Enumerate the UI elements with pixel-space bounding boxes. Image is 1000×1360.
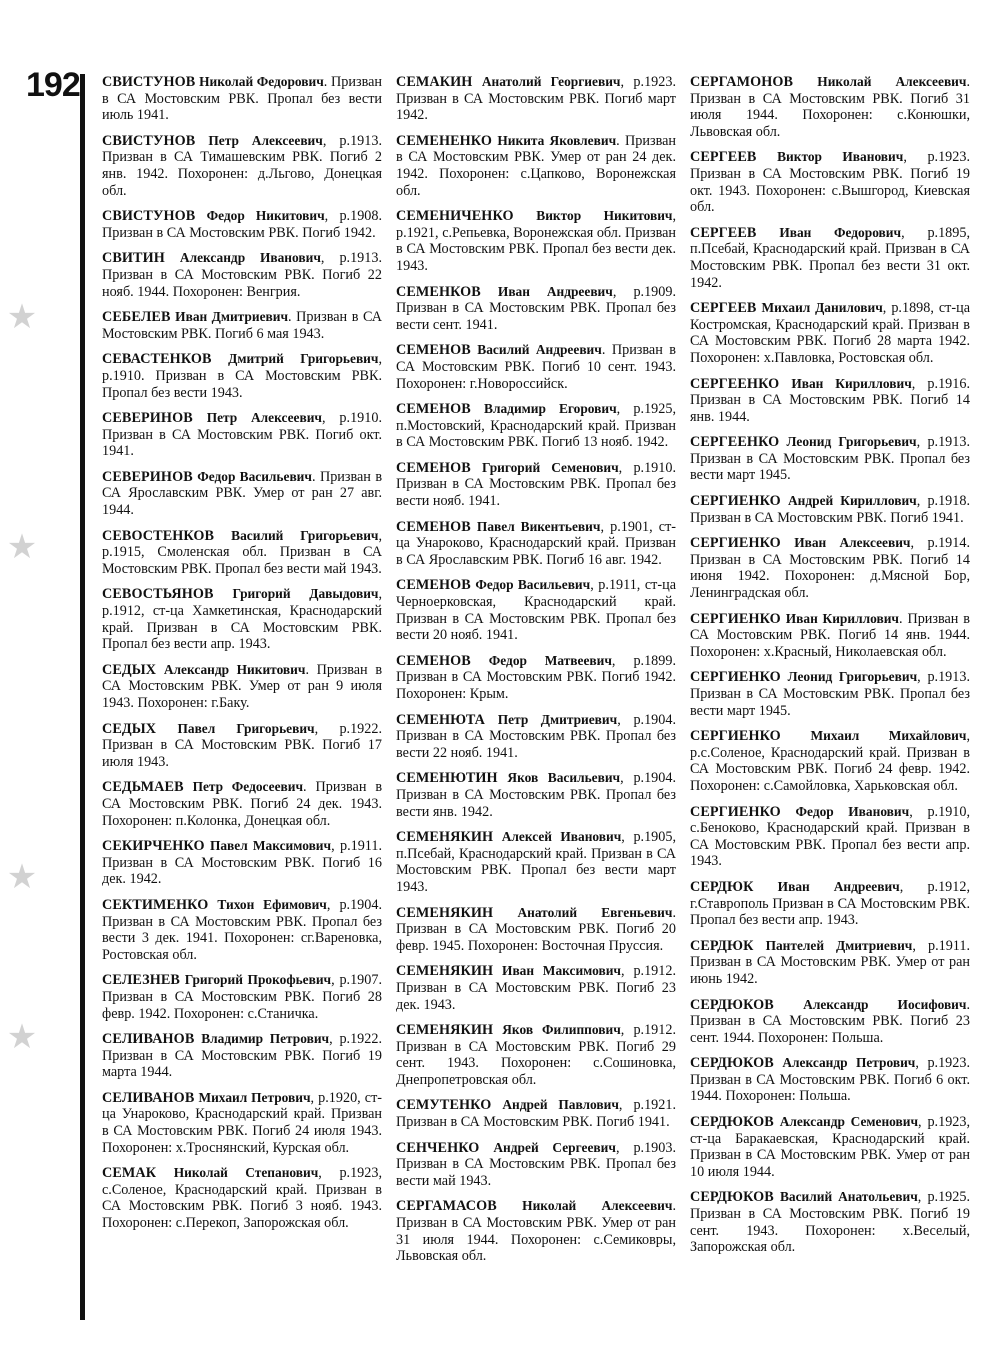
entry-surname: СЕРГИЕНКО: [690, 610, 781, 627]
entry-surname: СЕРГИЕНКО: [690, 728, 781, 745]
entry: [102, 897, 382, 963]
entry-surname: СЕМЕНОВ: [396, 342, 471, 359]
entry-details: , р.1911. Призван в СА Мостовским РВК. Погиб 16 дек. 1942.: [102, 838, 382, 888]
entry-surname: СЕМЕНОВ: [396, 518, 471, 535]
entry-details: , р.1912, ст-ца Хамкетинская, Краснодарский край. Призван в СА Мостовским РВК. Пропал без вести апр. 1943.: [102, 586, 382, 653]
watermark-star-icon: ★: [6, 529, 38, 566]
entry: [690, 804, 970, 870]
entry-details: . Призван в СА Ярославским РВК. Умер от ран 27 авг. 1944.: [102, 468, 382, 519]
entry-details: , р.1922. Призван в СА Мостовским РВК. Погиб 17 июля 1943.: [102, 720, 382, 770]
entry-surname: СЕМЕНЯКИН: [396, 1022, 494, 1039]
entry-details: , р.1923. Призван в СА Мостовским РВК. Погиб 19 окт. 1943. Похоронен: с.Вышгород, Киевская обл.: [690, 149, 970, 216]
entry-details: , р.1910, с.Беноково, Краснодарский край. Призван в СА Мостовским РВК. Пропал без вести апр. 1943.: [690, 803, 970, 870]
entry-surname: СЕМЕНОВ: [396, 401, 471, 418]
entry-surname: СЕЛИВАНОВ: [102, 1031, 195, 1048]
entry-details: . Призван в СА Мостовским РВК. Погиб 31 июля 1944. Похоронен: с.Конюшки, Львовская обл.: [690, 74, 970, 140]
entry-surname: СЕМЕНОВ: [396, 652, 471, 669]
entry-given-names: Иван Дмитриевич: [175, 309, 289, 325]
entry: [396, 577, 676, 643]
entry-surname: СЕНЧЕНКО: [396, 1139, 480, 1156]
entry-details: , р.1910. Призван в СА Мостовским РВК. Пропал без вести нояб. 1941.: [396, 459, 676, 510]
entry-given-names: Александр Иванович: [179, 250, 321, 266]
entry-details: , р.1907. Призван в СА Мостовским РВК. Погиб 28 февр. 1942. Похоронен: с.Станичка.: [102, 972, 382, 1022]
entry-given-names: Дмитрий Григорьевич: [228, 351, 379, 367]
entry: [102, 972, 382, 1022]
entry: [102, 74, 382, 124]
entry-given-names: Николай Алексеевич: [522, 1198, 673, 1214]
entry-given-names: Яков Филиппович: [502, 1022, 621, 1038]
entry-surname: СЕРГИЕНКО: [690, 803, 781, 820]
entry: [690, 434, 970, 484]
column-3: [690, 74, 970, 1324]
entry-surname: СЕДЫХ: [102, 661, 157, 678]
entry-details: , р.1922. Призван в СА Мостовским РВК. Погиб 19 марта 1944.: [102, 1031, 382, 1081]
entry-given-names: Алексей Иванович: [501, 829, 622, 845]
entry-given-names: Тихон Ефимович: [217, 896, 327, 912]
entry-given-names: Иван Андреевич: [777, 878, 900, 894]
entry-details: . Призван в СА Мостовским РВК. Умер от ран 24 дек. 1942. Похоронен: с.Цапково, Воронежская обл.: [396, 132, 676, 199]
entries-columns: [102, 74, 970, 1324]
entry-surname: СЕМЕНЯКИН: [396, 904, 494, 921]
entry-details: . Призван в СА Мостовским РВК. Погиб 10 сент. 1943. Похоронен: г.Новороссийск.: [396, 342, 676, 392]
entry-details: , р.1925. Призван в СА Мостовским РВК. Погиб 19 сент. 1943. Похоронен: х.Веселый, Запорожская обл.: [690, 1189, 970, 1256]
entry: [396, 133, 676, 199]
entry-surname: СВИТИН: [102, 250, 165, 267]
entry-given-names: Пантелей Дмитриевич: [765, 937, 913, 953]
entry-surname: СЕРГИЕНКО: [690, 493, 781, 510]
entry-given-names: Иван Федорович: [779, 224, 902, 240]
entry-given-names: Григорий Семенович: [482, 459, 619, 475]
entry-surname: СЕРГЕЕНКО: [690, 434, 780, 451]
entry-details: , р.1899. Призван в СА Мостовским РВК. Погиб 1942. Похоронен: Крым.: [396, 652, 676, 702]
entry-given-names: Николай Алексеевич: [817, 74, 967, 89]
entry-details: , р.1920, ст-ца Унароково, Краснодарский край. Призван в СА Мостовским РВК. Погиб 24 июля 1943. Похоронен: х.Троснянский, Курская обл.: [102, 1089, 382, 1156]
entry-given-names: Иван Алексеевич: [794, 535, 911, 551]
entry: [690, 149, 970, 215]
entry-given-names: Леонид Григорьевич: [787, 669, 918, 685]
entry-given-names: Василий Анатольевич: [779, 1189, 918, 1205]
entry-given-names: Иван Кириллович: [785, 610, 899, 626]
column-2: [396, 74, 676, 1324]
entry-details: , р.1912, г.Ставрополь Призван в СА Мостовским РВК. Пропал без вести апр. 1943.: [690, 878, 970, 929]
entry-given-names: Петр Дмитриевич: [497, 711, 618, 727]
entry-surname: СЕРДЮКОВ: [690, 1055, 774, 1072]
entry: [102, 208, 382, 241]
entry-details: , р.1904. Призван в СА Мостовским РВК. Пропал без вести 22 нояб. 1941.: [396, 711, 676, 761]
entry-details: , р.1923, ст-ца Баракаевская, Краснодарский край. Призван в СА Мостовским РВК. Умер от ран 10 июля 1944.: [690, 1114, 970, 1180]
entry-surname: СЕРДЮКОВ: [690, 996, 774, 1013]
entry-given-names: Иван Андреевич: [497, 283, 613, 299]
entry-details: , р.1898, ст-ца Костромская, Краснодарский край. Призван в СА Мостовским РВК. Погиб 28 марта 1942. Похоронен: х.Павловка, Ростовская обл.: [690, 300, 970, 366]
entry: [396, 1022, 676, 1088]
entry-surname: СЕРДЮК: [690, 937, 754, 954]
entry-surname: СЕКИРЧЕНКО: [102, 838, 205, 855]
entry: [690, 535, 970, 601]
entry-details: , р.1911, ст-ца Черноерковская, Краснодарский край. Призван в СА Мостовским РВК. Пропал без вести 20 нояб. 1941.: [396, 577, 676, 644]
entry: [396, 770, 676, 820]
watermark-star-icon: ★: [6, 1019, 38, 1056]
entry: [396, 342, 676, 392]
entry-given-names: Анатолий Евгеньевич: [517, 904, 673, 920]
entry: [690, 1114, 970, 1180]
entry-details: , р.1918. Призван в СА Мостовским РВК. Погиб 1941.: [690, 493, 970, 526]
entry-surname: СЕРГЕЕВ: [690, 149, 757, 166]
entry: [690, 1189, 970, 1255]
entry: [102, 309, 382, 342]
entry: [396, 208, 676, 274]
entry-surname: СЕМЕНЮТИН: [396, 770, 498, 787]
entry-given-names: Петр Алексеевич: [208, 132, 323, 148]
entry: [102, 250, 382, 300]
entry: [102, 410, 382, 460]
entry-given-names: Иван Максимович: [502, 963, 621, 979]
entry-surname: СЕРГАМАСОВ: [396, 1198, 497, 1215]
entry: [396, 712, 676, 762]
entry-given-names: Павел Викентьевич: [476, 518, 601, 534]
entry-details: , р.1904. Призван в СА Мостовским РВК. Пропал без вести 3 дек. 1941. Похоронен: сг.Вареновка, Ростовская обл.: [102, 896, 382, 963]
entry-details: , р.1913. Призван в СА Мостовским РВК. Пропал без вести март 1945.: [690, 669, 970, 719]
entry-given-names: Андрей Кириллович: [788, 493, 917, 509]
entry: [396, 519, 676, 569]
entry-given-names: Василий Григорьевич: [231, 527, 379, 543]
entry-details: , р.1921, с.Репьевка, Воронежская обл. Призван в СА Мостовским РВК. Пропал без вести дек. 1943.: [396, 208, 676, 274]
entry-given-names: Александр Иосифович: [803, 996, 967, 1012]
entry-details: . Призван в СА Мостовским РВК. Погиб 20 февр. 1945. Похоронен: Восточная Пруссия.: [396, 904, 676, 954]
entry-details: , р.1904. Призван в СА Мостовским РВК. Пропал без вести янв. 1942.: [396, 770, 676, 820]
entry-surname: СЕРГЕЕВ: [690, 300, 757, 317]
entry: [102, 721, 382, 771]
entry-surname: СЕВОСТЬЯНОВ: [102, 586, 214, 603]
entry-details: , р.1895, п.Псебай, Краснодарский край. Призван в СА Мостовским РВК. Пропал без вести 31 окт. 1942.: [690, 224, 970, 291]
entry-surname: СЕМЕНЮТА: [396, 711, 486, 728]
entry-given-names: Яков Васильевич: [507, 770, 621, 786]
entry-given-names: Николай Федорович: [199, 74, 324, 89]
entry-surname: СЕРДЮК: [690, 878, 754, 895]
entry: [396, 963, 676, 1013]
entry: [396, 829, 676, 895]
entry-surname: СЕМЕНЯКИН: [396, 963, 494, 980]
entry-surname: СЕВЕРИНОВ: [102, 468, 193, 485]
entry: [102, 351, 382, 401]
page-number: 192: [26, 66, 80, 104]
entry: [396, 905, 676, 955]
entry: [690, 300, 970, 366]
entry: [690, 74, 970, 140]
entry-details: . Призван в СА Мостовским РВК. Умер от ран 31 июля 1944. Похоронен: с.Семиковры, Львовская обл.: [396, 1198, 676, 1265]
entry: [690, 225, 970, 291]
entry-details: , р.1915, Смоленская обл. Призван в СА Мостовским РВК. Пропал без вести май 1943.: [102, 527, 382, 577]
entry-details: . Призван в СА Мостовским РВК. Пропал без вести июль 1941.: [102, 74, 382, 124]
entry-surname: СЕВЕРИНОВ: [102, 410, 193, 427]
entry: [102, 586, 382, 652]
entry: [102, 838, 382, 888]
entry-surname: СЕМЕНИЧЕНКО: [396, 208, 514, 225]
entry-details: . Призван в СА Мостовским РВК. Погиб 14 янв. 1944. Похоронен: х.Красный, Николаевская обл.: [690, 610, 970, 660]
entry-surname: СЕДЬМАЕВ: [102, 779, 184, 796]
entry-surname: СЕБЕЛЕВ: [102, 309, 171, 326]
entry: [396, 284, 676, 334]
entry: [690, 669, 970, 719]
entry-given-names: Никита Яковлевич: [497, 132, 617, 148]
entry-given-names: Михаил Данилович: [761, 300, 883, 316]
entry-given-names: Михаил Петрович: [198, 1089, 311, 1105]
entry-surname: СЕДЫХ: [102, 720, 157, 737]
entry-given-names: Андрей Павлович: [502, 1097, 619, 1113]
entry-details: , р.1908. Призван в СА Мостовским РВК. Погиб 1942.: [102, 208, 382, 241]
entry-given-names: Петр Алексеевич: [206, 410, 322, 426]
entry: [690, 879, 970, 929]
entry-given-names: Федор Васильевич: [197, 468, 312, 484]
entry: [690, 493, 970, 526]
entry: [102, 1090, 382, 1156]
entry-surname: СЕРДЮКОВ: [690, 1189, 774, 1206]
entry-details: , р.1913. Призван в СА Мостовским РВК. Пропал без вести март 1945.: [690, 434, 970, 484]
entry-surname: СЕМЕНОВ: [396, 459, 471, 476]
entry-surname: СЕМЕНЯКИН: [396, 829, 494, 846]
watermark-star-icon: ★: [6, 859, 38, 896]
entry-given-names: Владимир Петрович: [201, 1031, 330, 1047]
entry-given-names: Федор Никитович: [206, 208, 325, 224]
entry-details: , р.1910. Призван в СА Мостовским РВК. Погиб окт. 1941.: [102, 410, 382, 460]
watermark-star-icon: ★: [6, 299, 38, 336]
entry-details: . Призван в СА Мостовским РВК. Умер от ран 9 июля 1943. Похоронен: г.Баку.: [102, 661, 382, 711]
entry-given-names: Федор Васильевич: [475, 577, 591, 593]
entry: [102, 779, 382, 829]
entry-surname: СЕКТИМЕНКО: [102, 896, 209, 913]
entry-given-names: Федор Иванович: [795, 803, 910, 819]
entry-details: , р.1909. Призван в СА Мостовским РВК. Пропал без вести сент. 1941.: [396, 283, 676, 333]
entry-details: , р.1923. Призван в СА Мостовским РВК. Погиб март 1942.: [396, 74, 676, 124]
entry-given-names: Григорий Прокофьевич: [184, 972, 332, 988]
entry-given-names: Владимир Егорович: [484, 401, 617, 417]
entry-given-names: Виктор Иванович: [777, 149, 904, 165]
entry: [396, 74, 676, 124]
entry-given-names: Павел Максимович: [209, 838, 332, 854]
entry: [396, 1097, 676, 1130]
entry: [396, 401, 676, 451]
entry-details: , р.1905, п.Псебай, Краснодарский край. Призван в СА Мостовским РВК. Пропал без вести март 1943.: [396, 829, 676, 895]
entry-details: , р.1923. Призван в СА Мостовским РВК. Погиб 6 окт. 1944. Похоронен: Польша.: [690, 1055, 970, 1105]
column-1: [102, 74, 382, 1324]
entry-given-names: Леонид Григорьевич: [786, 434, 917, 450]
entry-given-names: Григорий Давыдович: [232, 586, 379, 602]
entry-given-names: Василий Андреевич: [477, 342, 602, 358]
entry-surname: СЕРДЮКОВ: [690, 1114, 774, 1131]
entry-given-names: Иван Кириллович: [791, 375, 912, 391]
entry-given-names: Александр Никитович: [163, 661, 306, 677]
entry-surname: СЕРГИЕНКО: [690, 669, 781, 686]
entry: [396, 653, 676, 703]
entry-details: , р.1912. Призван в СА Мостовским РВК. Погиб 23 дек. 1943.: [396, 963, 676, 1013]
entry: [102, 1165, 382, 1231]
entry-surname: СВИСТУНОВ: [102, 208, 196, 225]
entry-surname: СВИСТУНОВ: [102, 132, 196, 149]
entry-details: . Призван в СА Мостовским РВК. Погиб 24 дек. 1943. Похоронен: п.Колонка, Донецкая обл.: [102, 779, 382, 829]
entry-details: , р.1910. Призван в СА Мостовским РВК. Пропал без вести 1943.: [102, 351, 382, 401]
entry-given-names: Андрей Сергеевич: [493, 1139, 616, 1155]
entry-surname: СЕМУТЕНКО: [396, 1097, 492, 1114]
entry: [690, 376, 970, 426]
entry-details: , р.1914. Призван в СА Мостовским РВК. Погиб 14 июня 1942. Похоронен: д.Мясной Бор, Ленинградская обл.: [690, 535, 970, 602]
entry: [102, 662, 382, 712]
entry-given-names: Михаил Михайлович: [810, 728, 967, 744]
entry-surname: СЕМАКИН: [396, 74, 473, 90]
entry-given-names: Петр Федосеевич: [192, 779, 304, 795]
entry-details: , р.с.Соленое, Краснодарский край. Призван в СА Мостовским РВК. Погиб 24 февр. 1942. Похоронен: с.Самойловка, Харьковская обл.: [690, 728, 970, 794]
entry-surname: СЕЛИВАНОВ: [102, 1089, 195, 1106]
entry-surname: СЕМЕНОВ: [396, 577, 471, 594]
entry-surname: СЕМЕНЕНКО: [396, 132, 492, 149]
entry-surname: СЕМЕНКОВ: [396, 283, 481, 300]
entry-surname: СЕЛЕЗНЕВ: [102, 972, 180, 989]
entry-details: , р.1913. Призван в СА Мостовским РВК. Погиб 22 нояб. 1944. Похоронен: Венгрия.: [102, 250, 382, 300]
entry: [102, 528, 382, 578]
entry-surname: СЕРГИЕНКО: [690, 535, 781, 552]
entry: [690, 1055, 970, 1105]
entry-details: , р.1925, п.Мостовский, Краснодарский край. Призван в СА Мостовским РВК. Погиб 13 нояб. 1942.: [396, 401, 676, 451]
entry: [690, 728, 970, 794]
entry-details: . Призван в СА Мостовским РВК. Погиб 6 мая 1943.: [102, 309, 382, 342]
entry: [102, 1031, 382, 1081]
entry-surname: СЕВОСТЕНКОВ: [102, 527, 215, 544]
entry-details: , р.1916. Призван в СА Мостовским РВК. Погиб 14 янв. 1944.: [690, 375, 970, 425]
entry-given-names: Александр Семенович: [779, 1114, 919, 1130]
entry-details: , р.1921. Призван в СА Мостовским РВК. Погиб 1941.: [396, 1097, 676, 1131]
entry-given-names: Николай Степанович: [173, 1165, 319, 1181]
entry-surname: СЕРГЕЕНКО: [690, 375, 780, 392]
entry-given-names: Виктор Никитович: [536, 208, 673, 224]
entry-details: , р.1913. Призван в СА Тимашевским РВК. Погиб 2 янв. 1942. Похоронен: д.Льгово, Донецкая обл.: [102, 132, 382, 199]
entry-given-names: Александр Петрович: [782, 1055, 916, 1071]
entry-details: , р.1912. Призван в СА Мостовским РВК. Погиб 29 сент. 1943. Похоронен: с.Сошиновка, Днепропетровская обл.: [396, 1022, 676, 1088]
entry-details: , р.1923, с.Соленое, Краснодарский край. Призван в СА Мостовским РВК. Погиб 3 нояб. 1943. Похоронен: с.Перекоп, Запорожская обл.: [102, 1165, 382, 1232]
margin-rule: [80, 74, 85, 1320]
entry-surname: СЕРГЕЕВ: [690, 224, 757, 241]
entry: [102, 133, 382, 199]
entry-details: , р.1901, ст-ца Унароково, Краснодарский край. Призван в СА Ярославским РВК. Погиб 16 авг. 1942.: [396, 518, 676, 568]
entry: [396, 1198, 676, 1264]
entry-details: . Призван в СА Мостовским РВК. Погиб 23 сент. 1944. Похоронен: Польша.: [690, 996, 970, 1046]
entry: [690, 997, 970, 1047]
entry: [396, 1140, 676, 1190]
entry-details: , р.1911. Призван в СА Мостовским РВК. Умер от ран июнь 1942.: [690, 937, 970, 987]
entry-surname: СЕВАСТЕНКОВ: [102, 351, 212, 368]
entry-given-names: Анатолий Георгиевич: [481, 74, 621, 89]
entry-given-names: Павел Григорьевич: [177, 720, 315, 736]
entry-given-names: Федор Матвеевич: [488, 652, 612, 668]
entry-surname: СВИСТУНОВ: [102, 74, 196, 90]
entry: [396, 460, 676, 510]
entry-surname: СЕМАК: [102, 1165, 157, 1182]
entry-surname: СЕРГАМОНОВ: [690, 74, 794, 90]
entry: [690, 938, 970, 988]
entry-details: , р.1903. Призван в СА Мостовским РВК. Пропал без вести май 1943.: [396, 1139, 676, 1189]
entry: [690, 611, 970, 661]
entry: [102, 469, 382, 519]
